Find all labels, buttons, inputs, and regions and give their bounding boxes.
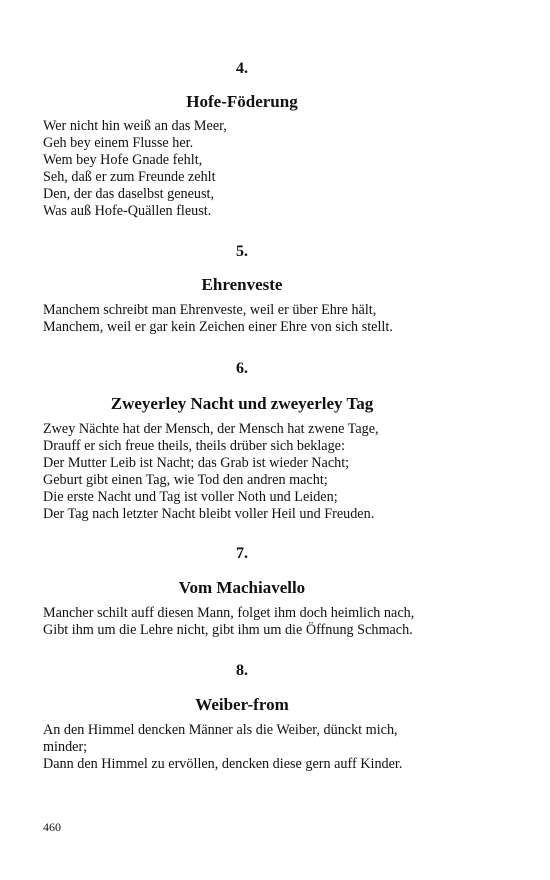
- poem-lines: [43, 118, 443, 220]
- poem-lines: [43, 421, 443, 523]
- poem-line: Drauff er sich freue theils, theils drüber sich beklage:: [43, 438, 345, 454]
- poem-line: Was auß Hofe-Quällen fleust.: [43, 203, 212, 219]
- poem-lines: [43, 302, 443, 336]
- section-number: 5.: [236, 243, 248, 260]
- page-number: 460: [43, 820, 61, 834]
- section-title: Ehrenveste: [201, 275, 283, 294]
- poem-line: Manchem, weil er gar kein Zeichen einer Ehre von sich stellt.: [43, 319, 393, 335]
- poem-line: Die erste Nacht und Tag ist voller Noth und Leiden;: [43, 489, 338, 505]
- poem-line: Zwey Nächte hat der Mensch, der Mensch hat zwene Tage,: [43, 421, 379, 437]
- poem-line: Gibt ihm um die Lehre nicht, gibt ihm um die Öffnung Schmach.: [43, 622, 413, 638]
- poem-line: Dann den Himmel zu ervöllen, dencken diese gern auff Kinder.: [43, 756, 403, 772]
- poem-lines: [43, 605, 443, 639]
- section-number: 7.: [236, 545, 248, 562]
- section-number: 6.: [236, 360, 248, 377]
- poem-line: Der Mutter Leib ist Nacht; das Grab ist wieder Nacht;: [43, 455, 350, 471]
- poem-line: Den, der das daselbst geneust,: [43, 186, 214, 202]
- poem-line: Geh bey einem Flusse her.: [43, 135, 194, 151]
- poem-line: minder;: [43, 739, 88, 755]
- poem-line: Seh, daß er zum Freunde zehlt: [43, 169, 216, 185]
- section-number: 4.: [236, 60, 248, 77]
- poem-line: Geburt gibt einen Tag, wie Tod den andren macht;: [43, 472, 328, 488]
- poem-line: Wem bey Hofe Gnade fehlt,: [43, 152, 203, 168]
- poem-line: Manchem schreibt man Ehrenveste, weil er über Ehre hält,: [43, 302, 377, 318]
- section-title: Zweyerley Nacht und zweyerley Tag: [110, 394, 374, 413]
- section-number: 8.: [236, 662, 248, 679]
- poem-lines: [43, 722, 443, 773]
- section-title: Vom Machiavello: [178, 578, 306, 597]
- poem-line: Der Tag nach letzter Nacht bleibt voller Heil und Freuden.: [43, 506, 375, 522]
- poem-line: An den Himmel dencken Männer als die Weiber, dünckt mich,: [43, 722, 398, 738]
- section-title: Hofe-Föderung: [186, 92, 298, 111]
- poem-line: Wer nicht hin weiß an das Meer,: [43, 118, 227, 134]
- section-title: Weiber-from: [195, 695, 289, 714]
- poem-line: Mancher schilt auff diesen Mann, folget ihm doch heimlich nach,: [43, 605, 415, 621]
